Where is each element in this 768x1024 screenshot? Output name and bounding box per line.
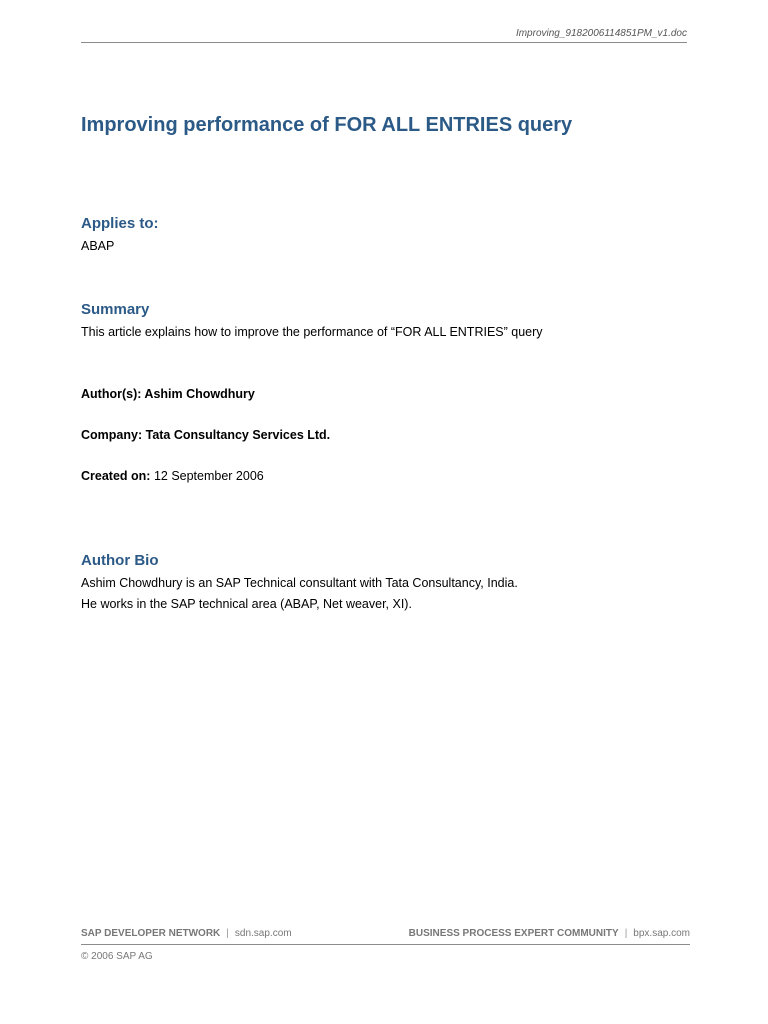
copyright: © 2006 SAP AG <box>81 951 153 962</box>
footer-bpx-name: BUSINESS PROCESS EXPERT COMMUNITY <box>408 928 619 939</box>
applies-to-value: ABAP <box>81 239 115 253</box>
footer-sdn-link[interactable]: sdn.sap.com <box>234 928 292 939</box>
author-bio-line-2: He works in the SAP technical area (ABAP, Net weaver, XI). <box>81 597 412 611</box>
footer-divider <box>81 944 690 945</box>
author-bio-heading: Author Bio <box>81 552 159 569</box>
applies-to-heading: Applies to: <box>81 215 159 232</box>
author-value: Ashim Chowdhury <box>144 387 255 401</box>
page-title: Improving performance of FOR ALL ENTRIES query <box>81 114 573 136</box>
author-bio-line-1: Ashim Chowdhury is an SAP Technical consultant with Tata Consultancy, India. <box>81 576 518 590</box>
created-line <box>81 469 264 483</box>
footer-separator: | <box>624 928 628 939</box>
footer-bpx-link[interactable]: bpx.sap.com <box>633 928 690 939</box>
author-label: Author(s): <box>81 387 142 401</box>
footer-sdn-name: SAP DEVELOPER NETWORK <box>81 928 221 939</box>
company-value: Tata Consultancy Services Ltd. <box>145 428 331 442</box>
created-value: 12 September 2006 <box>153 469 264 483</box>
summary-text: This article explains how to improve the performance of “FOR ALL ENTRIES” query <box>81 325 543 339</box>
company-line <box>81 428 330 442</box>
summary-heading: Summary <box>81 301 150 318</box>
header-divider <box>81 42 687 43</box>
header-filename: Improving_9182006114851PM_v1.doc <box>515 28 687 39</box>
company-label: Company: <box>81 428 143 442</box>
footer-separator: | <box>226 928 229 939</box>
footer-left <box>81 928 292 939</box>
footer-right <box>409 928 690 939</box>
created-label: Created on: <box>81 469 151 483</box>
author-line <box>81 387 255 401</box>
